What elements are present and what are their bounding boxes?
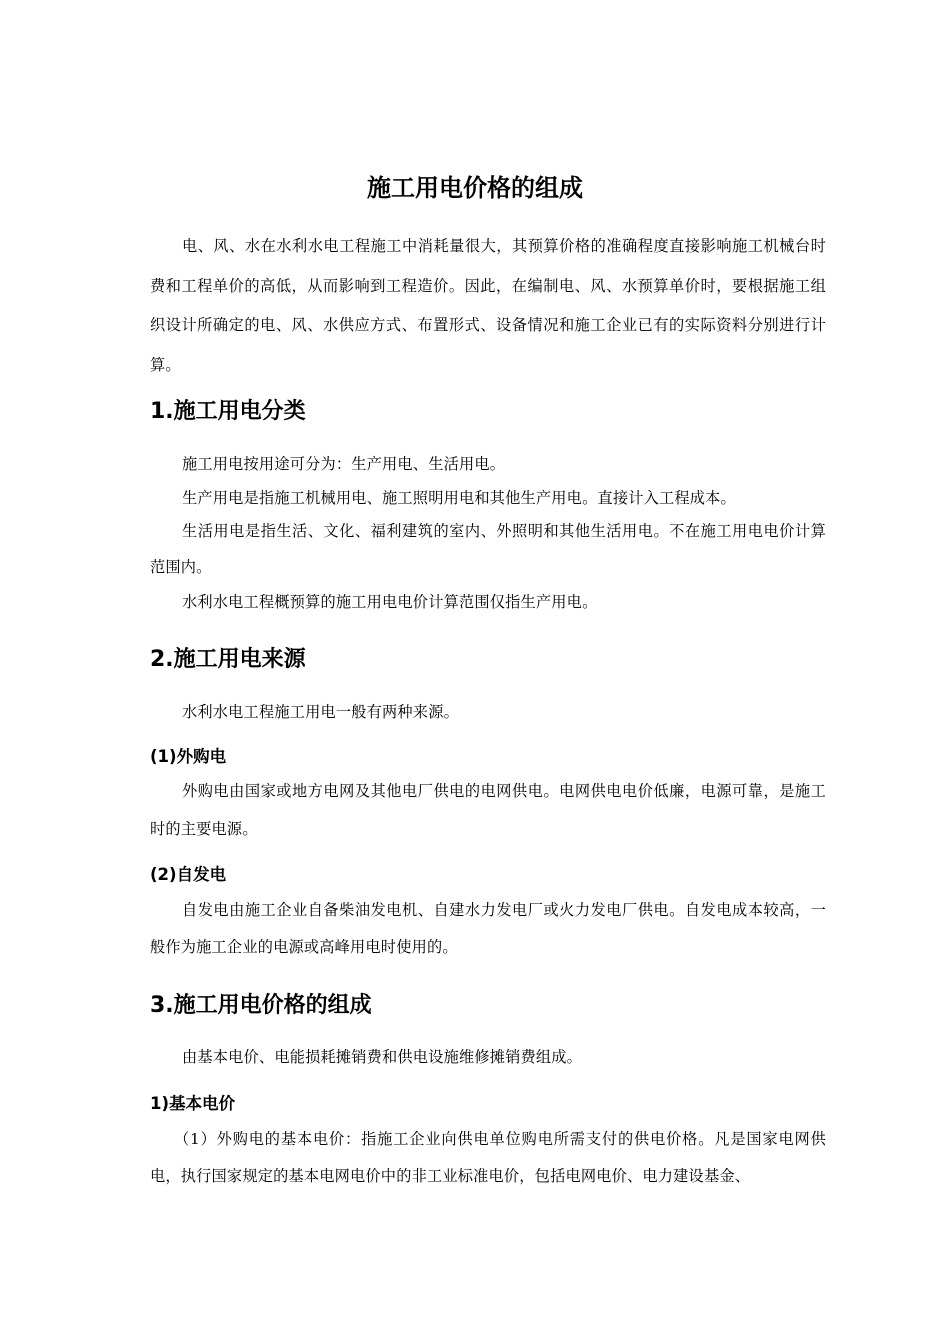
section1-paragraph-2: 生产用电是指施工机械用电、施工照明用电和其他生产用电。直接计入工程成本。 [182, 489, 736, 507]
intro-paragraph: 电、风、水在水利水电工程施工中消耗量很大，其预算价格的准确程度直接影响施工机械台时费和工程单价的高低，从而影响到工程造价。因此，在编制电、风、水预算单价时，要根据施工组织设计所确定的电、风、水供应方式、布置形式、设备情况和施工企业已有的实际资料分别进行计算。 [150, 237, 826, 374]
section-heading-classification: 1.施工用电分类 [150, 399, 306, 424]
document-title: 施工用电价格的组成 [367, 174, 583, 202]
section3-paragraph-1: 由基本电价、电能损耗摊销费和供电设施维修摊销费组成。 [182, 1048, 583, 1066]
section1-paragraph-3: 生活用电是指生活、文化、福利建筑的室内、外照明和其他生活用电。不在施工用电电价计算范围内。 [150, 522, 826, 576]
subheading-self-generated-power: (2)自发电 [150, 865, 227, 884]
subheading-basic-price: 1)基本电价 [150, 1094, 236, 1113]
purchased-power-paragraph: 外购电由国家或地方电网及其他电厂供电的电网供电。电网供电电价低廉，电源可靠，是施工时的主要电源。 [150, 782, 826, 838]
section2-paragraph-1: 水利水电工程施工用电一般有两种来源。 [182, 703, 459, 721]
section-heading-sources: 2.施工用电来源 [150, 647, 306, 672]
section1-paragraph-4: 水利水电工程概预算的施工用电电价计算范围仅指生产用电。 [182, 593, 598, 611]
section1-paragraph-1: 施工用电按用途可分为：生产用电、生活用电。 [182, 455, 506, 473]
section-heading-price-composition: 3.施工用电价格的组成 [150, 993, 372, 1018]
subheading-purchased-power: (1)外购电 [150, 747, 227, 766]
basic-price-paragraph: （1）外购电的基本电价：指施工企业向供电单位购电所需支付的供电价格。凡是国家电网供电，执行国家规定的基本电网电价中的非工业标准电价，包括电网电价、电力建设基金、 [150, 1130, 826, 1185]
self-generated-power-paragraph: 自发电由施工企业自备柴油发电机、自建水力发电厂或火力发电厂供电。自发电成本较高，一般作为施工企业的电源或高峰用电时使用的。 [150, 901, 826, 956]
